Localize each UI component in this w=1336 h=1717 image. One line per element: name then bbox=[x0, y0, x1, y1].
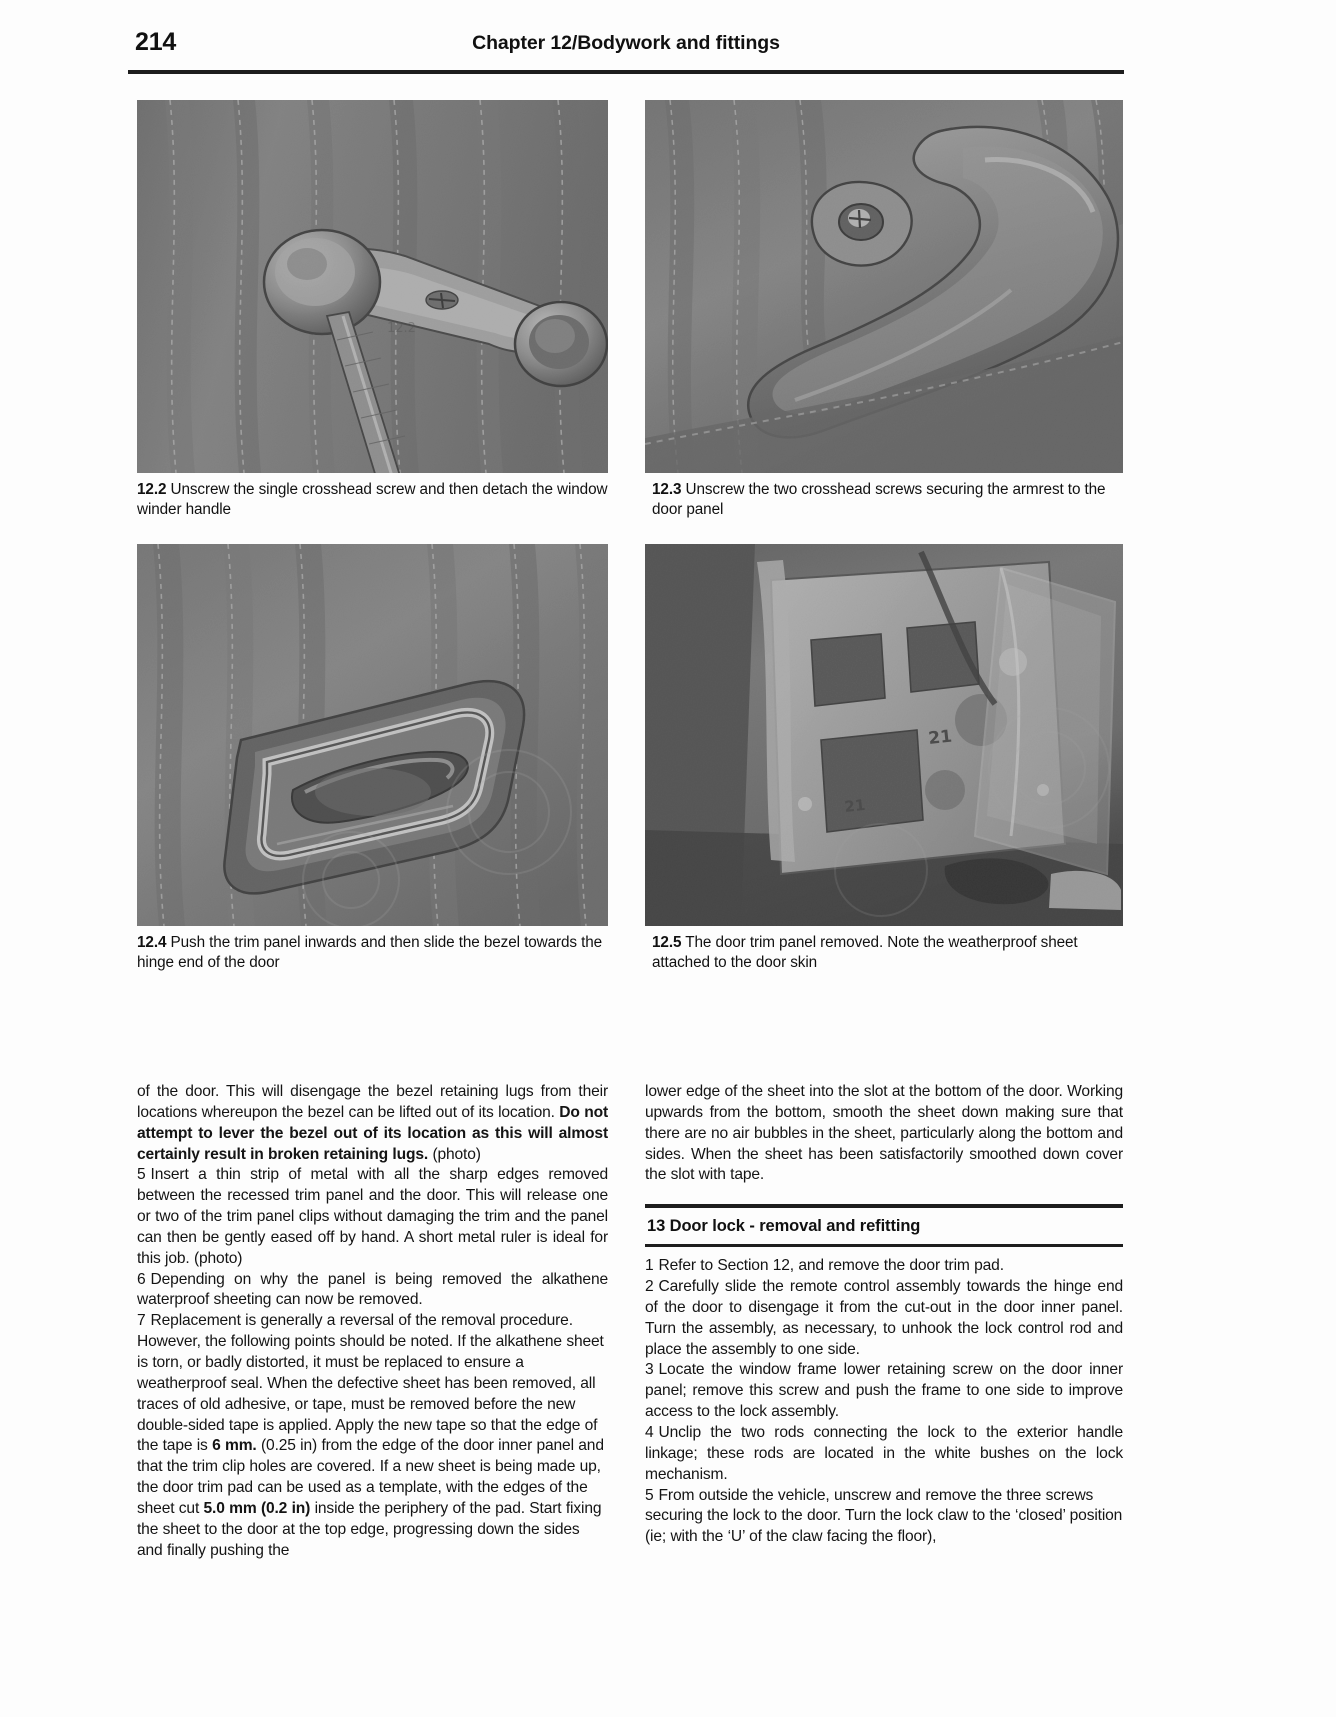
figure-12-2 bbox=[137, 100, 608, 521]
door-armrest-photo bbox=[645, 100, 1123, 473]
svg-text:21: 21 bbox=[927, 726, 954, 749]
lock-step-text-2: Carefully slide the remote control assembly towards the hinge end of the door to disengage it from the cut-out in the door inner panel. Turn the assembly, as necessary, to unhook the lock control rod and place the assembly to one side. bbox=[645, 1278, 1123, 1358]
section-13-steps bbox=[645, 1256, 1123, 1548]
figure-row-top bbox=[137, 100, 1123, 521]
paragraph-step-6 bbox=[137, 1270, 608, 1312]
run-plain: of the door. This will disengage the bezel retaining lugs from their locations whereupon the bezel can be lifted out of its location. bbox=[137, 1083, 608, 1121]
body-columns bbox=[137, 1082, 1123, 1561]
step-number-5: 5 bbox=[137, 1166, 146, 1184]
figure-number-12-3: 12.3 bbox=[652, 481, 682, 498]
step-text-6: Depending on why the panel is being removed the alkathene waterproof sheeting can now be removed. bbox=[137, 1270, 608, 1309]
continued-text: lower edge of the sheet into the slot at the bottom of the door. Working upwards from the bottom, smooth the sheet down making sure that there are no air bubbles in the sheet, particularly along the bottom and sides. When the sheet has been satisfactorily smoothed down cover the slot with tape. bbox=[645, 1083, 1123, 1184]
measurement-5mm: 5.0 mm (0.2 in) bbox=[203, 1499, 311, 1517]
step-text-7-a: Replacement is generally a reversal of the removal procedure. However, the following points should be noted. If the alkathene sheet is torn, or badly distorted, it must be replaced to ensure a weatherproof seal. When the defective sheet has been removed, all traces of old adhesive, or tape, must be removed before the new double-sided tape is applied. Apply the new tape so that the edge of the tape is bbox=[137, 1312, 604, 1455]
paragraph-step-5 bbox=[137, 1165, 608, 1269]
section-heading-13: 13 Door lock - removal and refitting bbox=[647, 1217, 921, 1236]
paragraph-lock-step-4 bbox=[645, 1423, 1123, 1486]
step-text-7-b: (0.25 in) from the edge of the door inner panel and that the trim clip holes are covered. If a new sheet is being made up, the door trim pad can be used as a template, with the edges of the sheet cut bbox=[137, 1437, 604, 1517]
figure-caption-12-2 bbox=[137, 480, 608, 521]
paragraph-lock-step-2 bbox=[645, 1277, 1123, 1360]
lock-step-number-1: 1 bbox=[645, 1257, 654, 1275]
lock-step-number-3: 3 bbox=[645, 1361, 654, 1379]
paragraph-lock-step-1 bbox=[645, 1256, 1123, 1277]
figure-caption-text-12-5: The door trim panel removed. Note the weatherproof sheet attached to the door skin bbox=[652, 933, 1078, 972]
paragraph-lock-step-3 bbox=[645, 1360, 1123, 1423]
figure-caption-12-3 bbox=[645, 480, 1123, 521]
measurement-6mm: 6 mm. bbox=[212, 1437, 257, 1455]
figure-row-bottom bbox=[137, 544, 1123, 974]
lock-step-text-5: From outside the vehicle, unscrew and remove the three screws securing the lock to the door. Turn the lock claw to the ‘closed’ position (ie; with the ‘U’ of the claw facing the floor), bbox=[645, 1486, 1123, 1546]
lock-step-text-3: Locate the window frame lower retaining screw on the door inner panel; remove this screw and push the frame to one side to improve access to the lock assembly. bbox=[645, 1361, 1123, 1421]
run-bold-warning: Do not attempt to lever the bezel out of its location as this will almost certainly result in broken retaining lugs. bbox=[137, 1103, 608, 1163]
lock-step-text-1: Refer to Section 12, and remove the door trim pad. bbox=[658, 1257, 1004, 1275]
figure-caption-12-4 bbox=[137, 933, 608, 974]
step-number-7: 7 bbox=[137, 1312, 146, 1330]
run-photo-ref: (photo) bbox=[428, 1145, 481, 1163]
door-skin-weatherproof-sheet-photo bbox=[645, 544, 1123, 926]
lock-step-text-4: Unclip the two rods connecting the lock to the exterior handle linkage; these rods are located in the white bushes on the lock mechanism. bbox=[645, 1423, 1123, 1483]
lock-step-number-5: 5 bbox=[645, 1486, 654, 1504]
figure-12-5 bbox=[645, 544, 1123, 974]
lock-step-number-2: 2 bbox=[645, 1278, 654, 1296]
figure-12-4 bbox=[137, 544, 608, 974]
page-header bbox=[130, 28, 1122, 70]
left-column bbox=[137, 1082, 608, 1561]
figure-caption-text-12-3: Unscrew the two crosshead screws securing the armrest to the door panel bbox=[652, 481, 1106, 519]
figure-number-12-5: 12.5 bbox=[652, 933, 682, 951]
right-column bbox=[645, 1082, 1123, 1561]
step-number-6: 6 bbox=[137, 1270, 146, 1288]
figure-number-12-2: 12.2 bbox=[137, 481, 167, 498]
figure-grid bbox=[137, 100, 1123, 973]
figure-12-3 bbox=[645, 100, 1123, 521]
lock-step-number-4: 4 bbox=[645, 1423, 654, 1441]
step-text-5: Insert a thin strip of metal with all the sharp edges removed between the recessed trim panel and the door. This will release one or two of the trim panel clips without damaging the trim and the panel can then be gently eased off by hand. A short metal ruler is ideal for this job. (photo) bbox=[137, 1166, 608, 1267]
page-number: 214 bbox=[135, 28, 177, 56]
svg-text:21: 21 bbox=[843, 795, 867, 816]
paragraph-lock-step-5 bbox=[645, 1486, 1123, 1549]
figure-caption-text-12-2: Unscrew the single crosshead screw and then detach the window winder handle bbox=[137, 481, 608, 519]
paragraph-step-7 bbox=[137, 1311, 608, 1561]
step-text-7-c: inside the periphery of the pad. Start fixing the sheet to the door at the top edge, progressing down the sides and finally pushing the bbox=[137, 1499, 602, 1559]
running-head: Chapter 12/Bodywork and fittings bbox=[472, 32, 780, 54]
section-rule-bottom bbox=[645, 1244, 1123, 1247]
figure-caption-text-12-4: Push the trim panel inwards and then slide the bezel towards the hinge end of the door bbox=[137, 933, 603, 972]
paragraph-continued bbox=[137, 1082, 608, 1165]
figure-caption-12-5 bbox=[645, 933, 1123, 974]
door-trim-window-winder-handle-photo bbox=[137, 100, 608, 473]
paragraph-continued-right bbox=[645, 1082, 1123, 1186]
section-13-block bbox=[645, 1204, 1123, 1548]
figure-number-12-4: 12.4 bbox=[137, 933, 167, 951]
door-handle-bezel-photo bbox=[137, 544, 608, 926]
header-rule bbox=[128, 70, 1124, 74]
svg-text:12.2: 12.2 bbox=[387, 321, 416, 336]
